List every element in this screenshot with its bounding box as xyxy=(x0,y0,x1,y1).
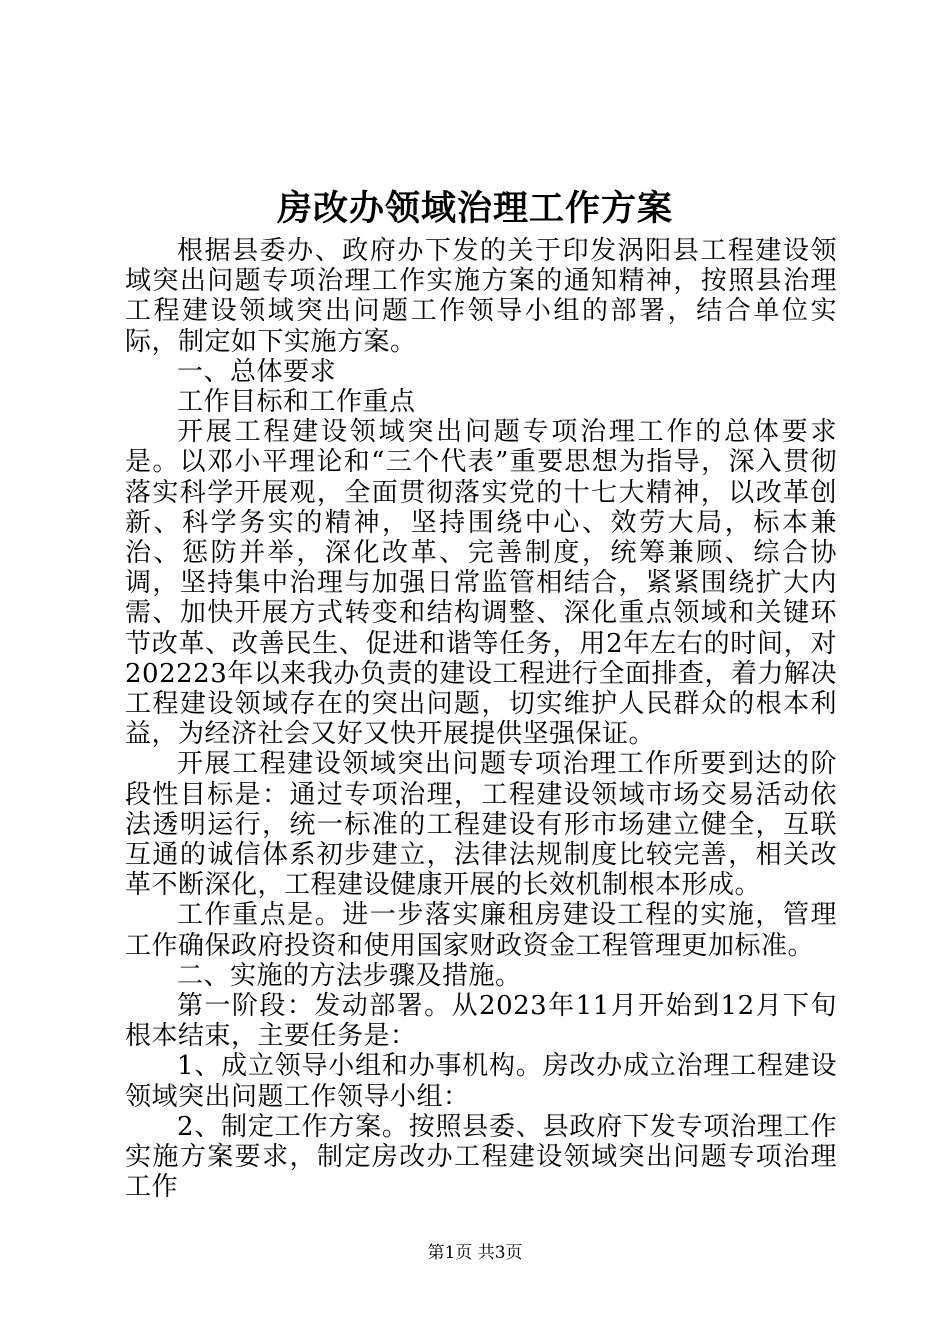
paragraph: 开展工程建设领域突出问题专项治理工作所要到达的阶段性目标是：通过专项治理，工程建设领域市场交易活动依法透明运行，统一标准的工程建设有形市场建立健全，互联互通的诚信体系初步建立，法律法规制度比较完善，相关改革不断深化，工程建设健康开展的长效机制根本形成。 xyxy=(125,749,837,901)
paragraph: 工作目标和工作重点 xyxy=(177,387,416,418)
paragraph: 二、实施的方法步骤及措施。 xyxy=(177,960,522,991)
paragraph: 第一阶段：发动部署。从2023年11月开始到12月下旬根本结束，主要任务是： xyxy=(125,991,837,1052)
paragraph: 开展工程建设领域突出问题专项治理工作的总体要求是。以邓小平理论和“三个代表”重要思想为指导，深入贯彻落实科学开展观，全面贯彻落实党的十七大精神，以改革创新、科学务实的精神，坚持围绕中心、效劳大局，标本兼治、惩防并举，深化改革、完善制度，统筹兼顾、综合协调，坚持集中治理与加强日常监管相结合，紧紧围绕扩大内需、加快开展方式转变和结构调整、深化重点领域和关键环节改革、改善民生、促进和谐等任务，用2年左右的时间，对202223年以来我办负责的建设工程进行全面排查，着力解决工程建设领域存在的突出问题，切实维护人民群众的根本利益，为经济社会又好又快开展提供坚强保证。 xyxy=(125,417,837,750)
paragraph: 1、成立领导小组和办事机构。房改办成立治理工程建设领域突出问题工作领导小组： xyxy=(125,1051,837,1112)
document-body xyxy=(125,236,837,1203)
paragraph: 2、制定工作方案。按照县委、县政府下发专项治理工作实施方案要求，制定房改办工程建设领域突出问题专项治理工作 xyxy=(125,1111,837,1203)
document-title: 房改办领域治理工作方案 xyxy=(276,188,673,229)
paragraph: 一、总体要求 xyxy=(177,356,337,387)
paragraph: 根据县委办、政府办下发的关于印发涡阳县工程建设领域突出问题专项治理工作实施方案的通知精神，按照县治理工程建设领域突出问题工作领导小组的部署，结合单位实际，制定如下实施方案。 xyxy=(125,236,837,357)
paragraph: 工作重点是。进一步落实廉租房建设工程的实施，管理工作确保政府投资和使用国家财政资金工程管理更加标准。 xyxy=(125,900,837,961)
page-footer: 第1页 共3页 xyxy=(427,1243,523,1263)
